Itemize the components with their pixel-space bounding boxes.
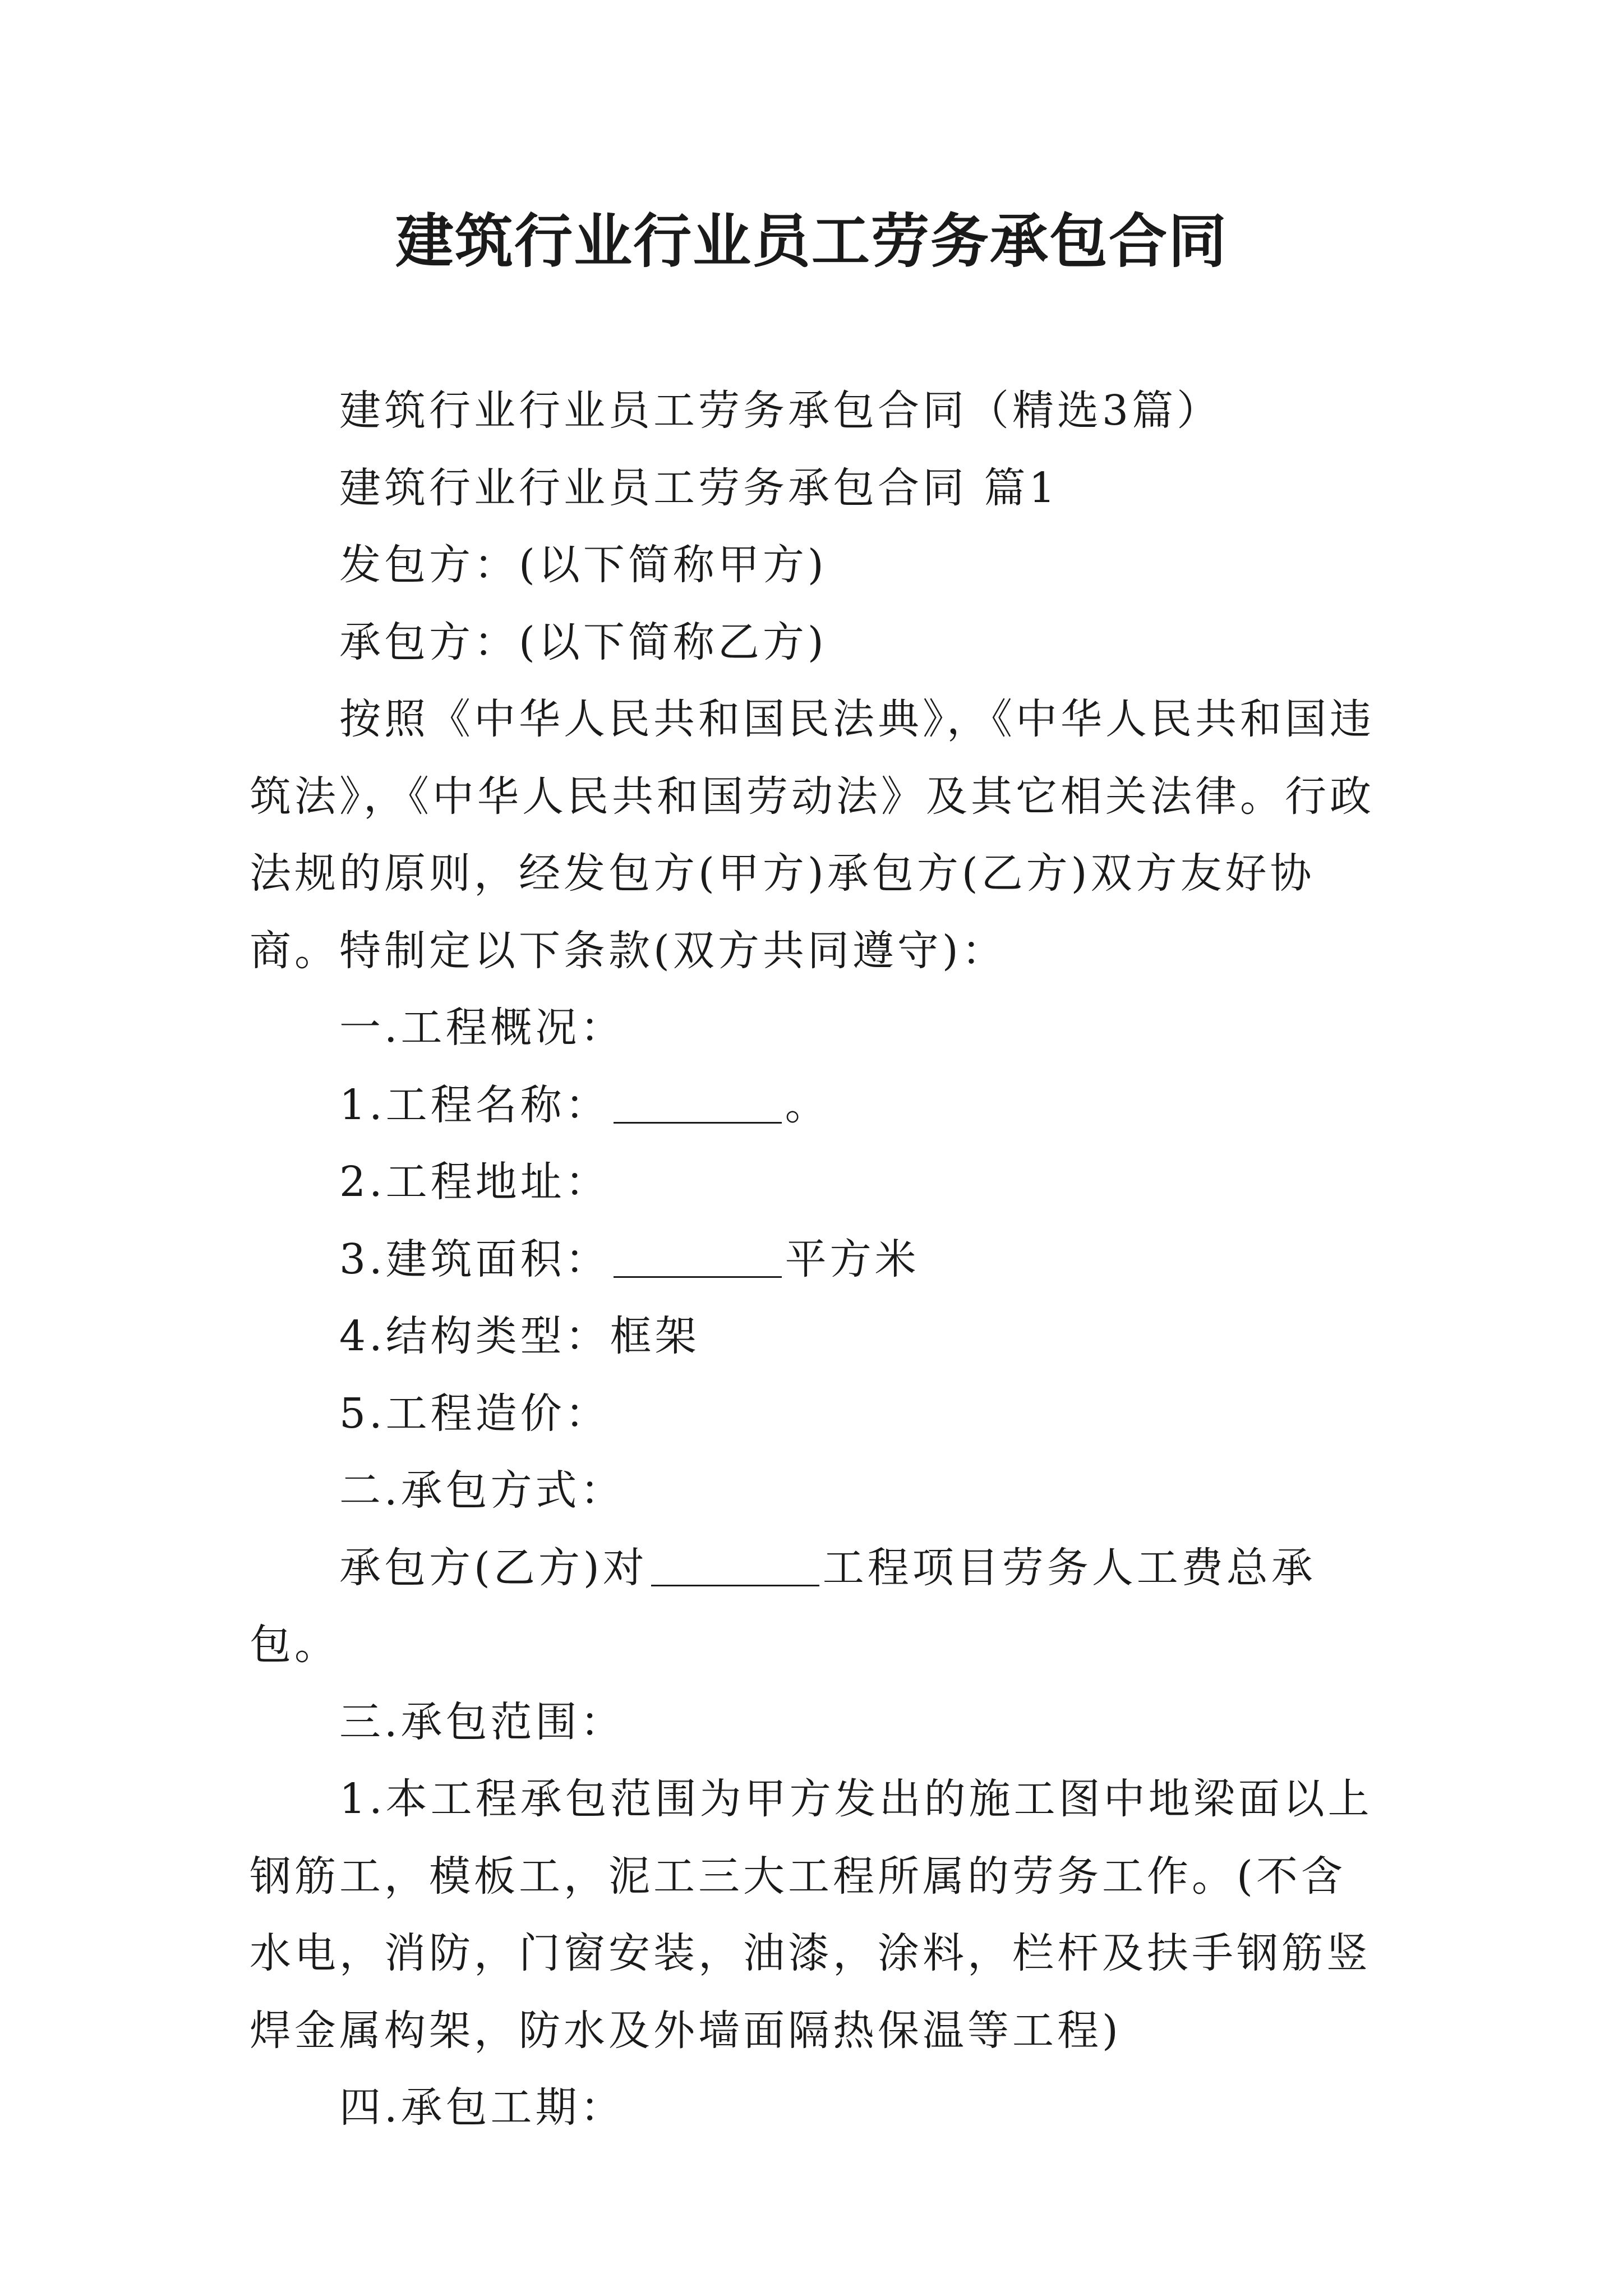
field-project-name [250,1067,1388,1144]
heading-contract-period: 四.承包工期： [339,2083,625,2132]
fill-in-blank [614,1080,782,1124]
paragraph-contract-scope: 1.本工程承包范围为甲方发出的施工图中地梁面以上钢筋工，模板工，泥工三大工程所属的劳务工作。(不含水电，消防，门窗安装，油漆，涂料，栏杆及扶手钢筋竖焊金属构架，防水及外墙面隔热保温等工程) [250,1775,1373,2055]
heading-contract-method: 二.承包方式： [339,1466,625,1515]
field-suffix: 。 [785,1080,830,1129]
field-structure-type: 4.结构类型：框架 [339,1312,700,1360]
field-label: 承包方(乙方)对 [339,1543,648,1592]
paragraph-preamble: 按照《中华人民共和国民法典》，《中华人民共和国违筑法》，《中华人民共和国劳动法》及其它相关法律。行政法规的原则，经发包方(甲方)承包方(乙方)双方友好协商。特制定以下条款(双方共同遵守)： [250,695,1375,975]
paragraph-subtitle: 建筑行业行业员工劳务承包合同（精选3篇） [339,386,1222,435]
field-project-cost: 5.工程造价： [339,1389,610,1438]
heading-project-overview: 一.工程概况： [339,1004,625,1052]
fill-in-blank [651,1543,819,1586]
paragraph-party-a: 发包方：(以下简称甲方) [339,541,827,589]
field-project-address: 2.工程地址： [339,1158,610,1206]
field-suffix: 平方米 [785,1235,920,1283]
document-title: 建筑行业行业员工劳务承包合同 [395,206,1228,275]
document-body [250,372,1388,2147]
paragraph-party-b: 承包方：(以下简称乙方) [339,618,827,666]
field-building-area [250,1221,1388,1299]
heading-contract-scope: 三.承包范围： [339,1697,625,1746]
paragraph-contract-method [250,1530,1388,1684]
fill-in-blank [614,1235,782,1278]
field-label: 1.工程名称： [339,1080,610,1129]
field-label: 3.建筑面积： [339,1235,610,1283]
paragraph-section-heading: 建筑行业行业员工劳务承包合同 篇1 [339,463,1059,512]
field-suffix: 工程项目劳务人工费总承包。 [250,1543,1316,1669]
